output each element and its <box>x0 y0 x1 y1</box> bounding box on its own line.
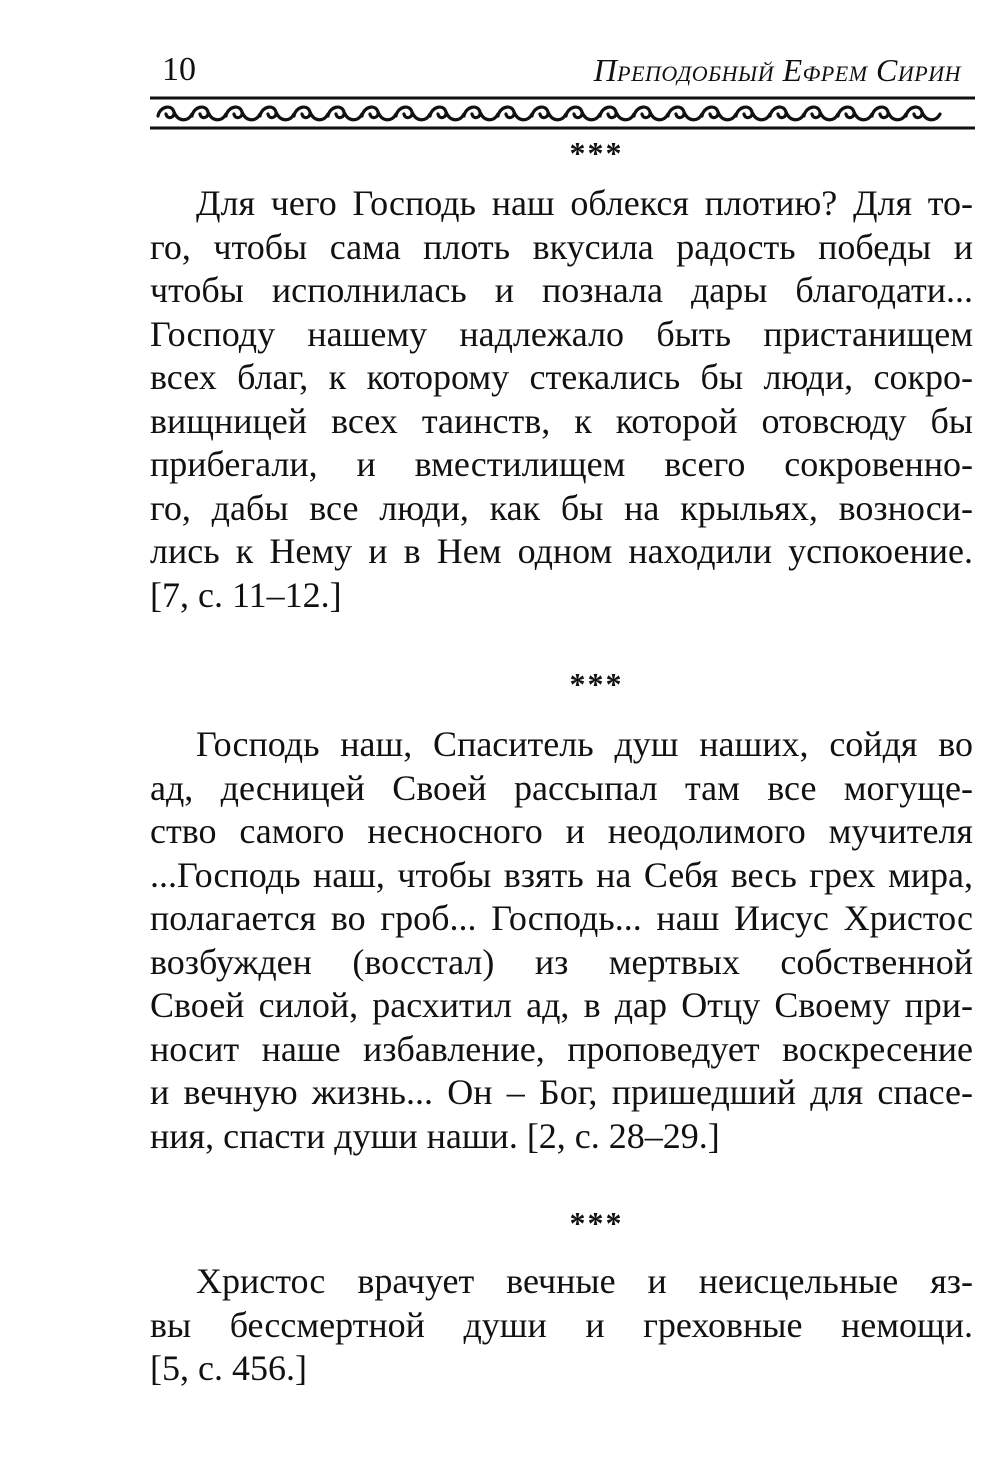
text-line: ад, десницей Своей рассыпал там все могуще- <box>150 767 973 808</box>
text-line: чтобы исполнилась и познала дары благодати... <box>150 270 973 310</box>
text-line: и вечную жизнь... Он – Бог, пришедший для спасе- <box>150 1072 973 1112</box>
ornament-scroll <box>702 107 736 120</box>
section-divider-stars: *** <box>569 666 624 702</box>
text-line: лись к Нему и в Нем одном находили успокоение. <box>150 531 973 571</box>
text-line: Христос врачует вечные и неисцельные яз- <box>196 1261 973 1301</box>
ornament-scroll <box>872 107 906 120</box>
ornament-scroll <box>192 107 226 120</box>
ornament-scroll <box>566 107 600 120</box>
page-content <box>150 136 973 1391</box>
ornament-scroll <box>600 107 634 120</box>
citation: [5, с. 456.] <box>150 1348 307 1388</box>
ornament-scroll <box>294 107 328 120</box>
ornament-scroll <box>328 107 362 120</box>
ornament-scroll <box>906 107 940 120</box>
text-line: Господу нашему надлежало быть пристанищем <box>150 313 973 354</box>
ornament-scroll <box>362 107 396 120</box>
citation: [7, с. 11–12.] <box>150 574 342 615</box>
text-line: Господь наш, Спаситель душ наших, сойдя во <box>196 724 973 764</box>
text-line: всех благ, к которому стекались бы люди, сокро- <box>150 357 973 397</box>
ornament-scroll <box>634 107 668 120</box>
text-line: возбужден (восстал) из мертвых собственной <box>150 941 973 982</box>
text-line: го, чтобы сама плоть вкусила радость победы и <box>150 226 973 267</box>
text-line: вы бессмертной души и греховные немощи. <box>150 1304 973 1345</box>
text-line: Своей силой, расхитил ад, в дар Отцу Своему при- <box>150 985 973 1025</box>
ornament-scroll <box>532 107 566 120</box>
text-line-with-citation: ния, спасти души наши. [2, с. 28–29.] <box>150 1115 720 1156</box>
ornament-scroll <box>260 107 294 120</box>
text-line: Для чего Господь наш облекся плотию? Для то- <box>196 183 973 223</box>
running-title: Преподобный Ефрем Сирин <box>593 52 961 88</box>
ornament-scroll <box>158 107 192 120</box>
text-line: носит наше избавление, проповедует воскресение <box>150 1028 973 1069</box>
ornament-scroll <box>668 107 702 120</box>
ornamental-divider <box>150 94 975 134</box>
text-line: ство самого несносного и неодолимого мучителя <box>150 811 973 851</box>
text-line: полагается во гроб... Господь... наш Иисус Христос <box>150 898 973 938</box>
ornament-scroll <box>226 107 260 120</box>
ornament-scroll <box>736 107 770 120</box>
ornament-scroll <box>804 107 838 120</box>
section-divider-stars: *** <box>569 135 624 171</box>
quote-paragraph <box>150 1260 973 1391</box>
quote-paragraph <box>150 723 973 1158</box>
ornament-scroll <box>498 107 532 120</box>
ornament-scroll <box>838 107 872 120</box>
page-header <box>150 40 975 96</box>
quote-paragraph <box>150 182 973 617</box>
text-line: ...Господь наш, чтобы взять на Себя весь грех мира, <box>150 854 973 895</box>
text-line: го, дабы все люди, как бы на крыльях, возноси- <box>150 487 973 528</box>
text-line: прибегали, и вместилищем всего сокровенно- <box>150 444 973 484</box>
ornament-scroll <box>464 107 498 120</box>
section-divider-stars: *** <box>569 1205 624 1241</box>
ornament-scroll <box>770 107 804 120</box>
page-number: 10 <box>162 51 196 88</box>
ornament-scroll <box>396 107 430 120</box>
ornament-scroll <box>430 107 464 120</box>
text-line: вищницей всех таинств, к которой отовсюду бы <box>150 400 973 441</box>
